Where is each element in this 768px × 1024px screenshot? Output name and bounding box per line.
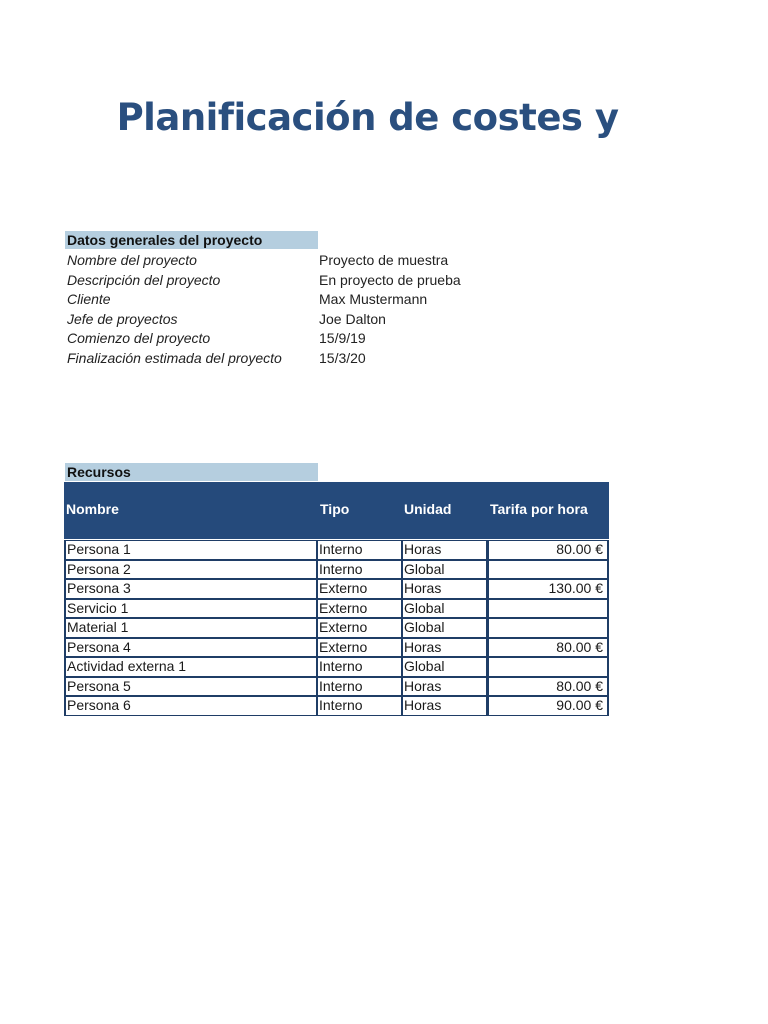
page-title: Planificación de costes y xyxy=(116,96,619,139)
cell-tarifa xyxy=(489,600,607,618)
info-row-client xyxy=(65,290,565,310)
cell-unidad: Horas xyxy=(403,580,489,598)
table-row xyxy=(64,657,609,677)
cell-tarifa: 130.00 € xyxy=(548,580,603,596)
cell-unidad: Global xyxy=(403,561,489,579)
info-row-start-date xyxy=(65,329,565,349)
cell-tipo: Interno xyxy=(318,658,403,676)
table-row xyxy=(64,677,609,697)
resources-table-header xyxy=(64,482,609,539)
cell-tipo: Externo xyxy=(318,619,403,637)
info-label: Jefe de proyectos xyxy=(67,310,178,327)
info-value: En proyecto de prueba xyxy=(319,271,461,288)
cell-tarifa xyxy=(489,561,607,579)
cell-tarifa xyxy=(489,658,607,676)
cell-nombre: Persona 3 xyxy=(66,580,318,598)
table-row xyxy=(64,540,609,560)
cell-nombre: Persona 4 xyxy=(66,639,318,657)
general-section-heading: Datos generales del proyecto xyxy=(65,231,318,249)
info-value: Proyecto de muestra xyxy=(319,252,449,268)
info-row-project-description xyxy=(65,271,565,291)
cell-nombre: Persona 1 xyxy=(66,541,318,559)
cell-tipo: Interno xyxy=(318,541,403,559)
column-header-unidad: Unidad xyxy=(404,501,452,517)
cell-nombre: Servicio 1 xyxy=(66,600,318,618)
info-value: 15/3/20 xyxy=(319,349,366,366)
resources-table xyxy=(64,482,609,716)
cell-nombre: Actividad externa 1 xyxy=(66,658,318,676)
cell-nombre: Material 1 xyxy=(66,619,318,637)
cell-unidad: Global xyxy=(403,619,489,637)
cell-tipo: Externo xyxy=(318,580,403,598)
cell-tipo: Externo xyxy=(318,600,403,618)
cell-tipo: Interno xyxy=(318,561,403,579)
cell-unidad: Horas xyxy=(403,639,489,657)
cell-unidad: Global xyxy=(403,600,489,618)
column-header-tarifa: Tarifa por hora xyxy=(490,501,588,517)
cell-nombre: Persona 6 xyxy=(66,697,318,715)
info-label: Comienzo del proyecto xyxy=(67,330,211,346)
cell-tarifa: 80.00 € xyxy=(556,677,603,694)
cell-tipo: Interno xyxy=(318,678,403,696)
info-row-end-date xyxy=(65,349,565,369)
cell-unidad: Horas xyxy=(403,541,489,559)
column-header-nombre: Nombre xyxy=(66,501,119,517)
info-label: Descripción del proyecto xyxy=(67,271,221,288)
cell-tipo: Interno xyxy=(318,697,403,715)
general-info-list xyxy=(65,251,565,368)
info-label: Nombre del proyecto xyxy=(67,252,197,268)
cell-unidad: Horas xyxy=(403,678,489,696)
column-header-tipo: Tipo xyxy=(320,501,350,517)
resources-section-heading: Recursos xyxy=(65,463,318,481)
table-row xyxy=(64,618,609,638)
table-row xyxy=(64,599,609,619)
cell-tarifa: 80.00 € xyxy=(556,541,603,557)
cell-unidad: Global xyxy=(403,658,489,676)
cell-tarifa xyxy=(489,619,607,637)
cell-nombre: Persona 2 xyxy=(66,561,318,579)
info-row-project-manager xyxy=(65,310,565,330)
info-row-project-name xyxy=(65,251,565,271)
info-value: Joe Dalton xyxy=(319,310,386,327)
info-label: Cliente xyxy=(67,291,111,307)
info-value: Max Mustermann xyxy=(319,291,428,307)
cell-unidad: Horas xyxy=(403,697,489,715)
cell-tipo: Externo xyxy=(318,639,403,657)
cell-tarifa: 80.00 € xyxy=(556,638,603,655)
info-label: Finalización estimada del proyecto xyxy=(67,349,282,366)
table-row xyxy=(64,696,609,716)
cell-nombre: Persona 5 xyxy=(66,678,318,696)
table-row xyxy=(64,579,609,599)
table-row xyxy=(64,638,609,658)
cell-tarifa: 90.00 € xyxy=(556,697,603,713)
info-value: 15/9/19 xyxy=(319,330,366,346)
table-row xyxy=(64,560,609,580)
